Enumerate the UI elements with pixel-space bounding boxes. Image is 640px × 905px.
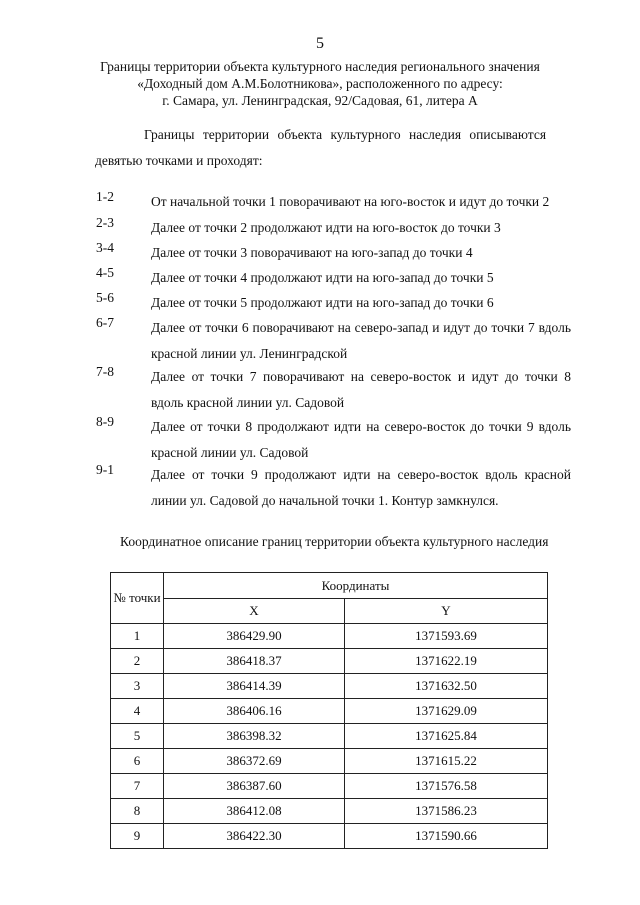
- segment-code: 9-1: [96, 462, 114, 477]
- segment-code: 5-6: [96, 290, 114, 305]
- cell-point: 3: [111, 674, 164, 699]
- cell-point: 5: [111, 724, 164, 749]
- cell-x: 386422.30: [164, 824, 345, 849]
- cell-point: 9: [111, 824, 164, 849]
- segment-code: 3-4: [96, 240, 114, 255]
- segment-code: 4-5: [96, 265, 114, 280]
- segment-code: 8-9: [96, 414, 114, 429]
- cell-x: 386414.39: [164, 674, 345, 699]
- cell-point: 8: [111, 799, 164, 824]
- cell-y: 1371593.69: [345, 624, 548, 649]
- cell-y: 1371622.19: [345, 649, 548, 674]
- intro-line-1: Границы территории объекта культурного наследия описываются: [144, 127, 547, 142]
- header-x: X: [164, 599, 345, 624]
- cell-y: 1371590.66: [345, 824, 548, 849]
- table-row: [111, 699, 548, 724]
- cell-y: 1371576.58: [345, 774, 548, 799]
- segment-code: 1-2: [96, 189, 114, 204]
- title-line-1: Границы территории объекта культурного наследия регионального значения: [100, 59, 540, 74]
- cell-y: 1371629.09: [345, 699, 548, 724]
- header-y: Y: [345, 599, 548, 624]
- header-point-number: № точки: [111, 573, 164, 624]
- cell-y: 1371625.84: [345, 724, 548, 749]
- title-line-3: г. Самара, ул. Ленинградская, 92/Садовая, 61, литера А: [162, 93, 478, 108]
- cell-x: 386398.32: [164, 724, 345, 749]
- coordinates-caption: Координатное описание границ территории объекта культурного наследия: [120, 534, 549, 549]
- cell-x: 386429.90: [164, 624, 345, 649]
- cell-x: 386412.08: [164, 799, 345, 824]
- cell-point: 6: [111, 749, 164, 774]
- segment-text: От начальной точки 1 поворачивают на юго-восток и идут до точки 2: [151, 194, 550, 209]
- cell-y: 1371632.50: [345, 674, 548, 699]
- header-coordinates: Координаты: [164, 573, 548, 599]
- title-line-2: «Доходный дом А.М.Болотникова», расположенного по адресу:: [137, 76, 503, 91]
- cell-x: 386387.60: [164, 774, 345, 799]
- cell-x: 386372.69: [164, 749, 345, 774]
- table-row: [111, 824, 548, 849]
- table-row: [111, 774, 548, 799]
- segment-text: Далее от точки 3 поворачивают на юго-запад до точки 4: [151, 245, 473, 260]
- table-row: [111, 624, 548, 649]
- segment-code: 2-3: [96, 215, 114, 230]
- table-row: [111, 674, 548, 699]
- cell-point: 2: [111, 649, 164, 674]
- segment-text: Далее от точки 9 продолжают идти на северо-восток вдоль красной линии ул. Садовой до начальной точки 1. Контур замкнулся.: [151, 467, 571, 508]
- coordinates-table: [110, 572, 548, 849]
- segment-text: Далее от точки 5 продолжают идти на юго-запад до точки 6: [151, 295, 494, 310]
- cell-x: 386418.37: [164, 649, 345, 674]
- cell-y: 1371586.23: [345, 799, 548, 824]
- table-row: [111, 649, 548, 674]
- cell-y: 1371615.22: [345, 749, 548, 774]
- table-row: [111, 749, 548, 774]
- segment-text: Далее от точки 6 поворачивают на северо-запад и идут до точки 7 вдоль красной линии ул. Ленинградской: [151, 320, 571, 361]
- segment-text: Далее от точки 7 поворачивают на северо-восток и идут до точки 8 вдоль красной линии ул. Садовой: [151, 369, 571, 410]
- document-title: [0, 58, 640, 109]
- cell-point: 4: [111, 699, 164, 724]
- intro-line-2: девятью точками и проходят:: [95, 153, 263, 168]
- table-row: [111, 724, 548, 749]
- page-number: 5: [316, 35, 324, 52]
- segment-code: 6-7: [96, 315, 114, 330]
- segment-text: Далее от точки 8 продолжают идти на северо-восток до точки 9 вдоль красной линии ул. Садовой: [151, 419, 571, 460]
- segment-text: Далее от точки 4 продолжают идти на юго-запад до точки 5: [151, 270, 494, 285]
- table-row: [111, 799, 548, 824]
- cell-point: 7: [111, 774, 164, 799]
- cell-point: 1: [111, 624, 164, 649]
- cell-x: 386406.16: [164, 699, 345, 724]
- segment-text: Далее от точки 2 продолжают идти на юго-восток до точки 3: [151, 220, 501, 235]
- segment-code: 7-8: [96, 364, 114, 379]
